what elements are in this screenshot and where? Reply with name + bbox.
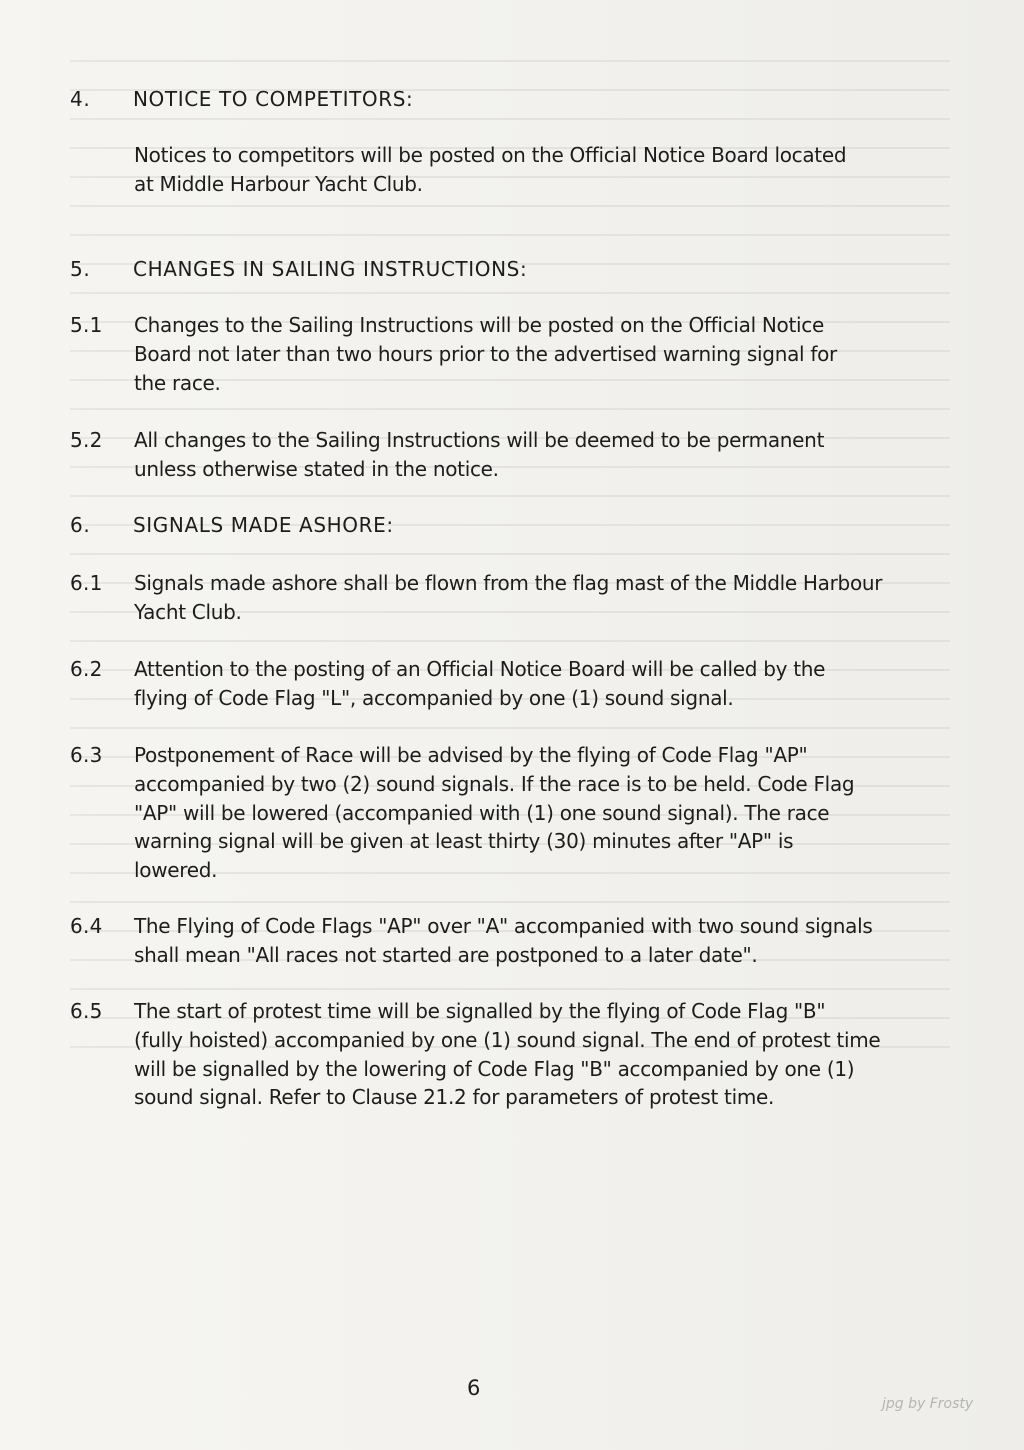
page-number: 6 xyxy=(467,1376,481,1400)
clause-6-2-text: Attention to the posting of an Official Notice Board will be called by the flying of Code Flag "L", accompanied by one (1) sound signal. xyxy=(134,657,826,710)
clause-5-1-number: 5.1 xyxy=(70,313,103,337)
section-4-heading xyxy=(70,87,413,111)
clause-6-5-number: 6.5 xyxy=(70,999,103,1023)
scan-credit: jpg by Frosty xyxy=(882,1396,974,1412)
section-title: SIGNALS MADE ASHORE: xyxy=(133,513,394,537)
section-4-text: Notices to competitors will be posted on the Official Notice Board located at Middle Harbour Yacht Club. xyxy=(134,143,847,196)
section-number: 6. xyxy=(70,513,91,537)
clause-5-2-text: All changes to the Sailing Instructions will be deemed to be permanent unless otherwise stated in the notice. xyxy=(134,428,825,481)
clause-6-3-number: 6.3 xyxy=(70,743,103,767)
section-5-heading xyxy=(70,257,527,281)
section-title: NOTICE TO COMPETITORS: xyxy=(133,87,414,111)
clause-6-4-text: The Flying of Code Flags "AP" over "A" accompanied with two sound signals shall mean "All races not started are postponed to a later date". xyxy=(134,914,873,967)
clause-6-4-number: 6.4 xyxy=(70,914,103,938)
clause-6-5-text: The start of protest time will be signalled by the flying of Code Flag "B" (fully hoisted) accompanied by one (1) sound signal. The end of protest time will be signalled by the lowering of Code Flag "B" accompanied by one (1) sound signal. Refer to Clause 21.2 for parameters of protest time. xyxy=(134,999,881,1110)
clause-5-1-text: Changes to the Sailing Instructions will be posted on the Official Notice Board not later than two hours prior to the advertised warning signal for the race. xyxy=(134,313,837,395)
clause-6-1-number: 6.1 xyxy=(70,571,103,595)
clause-5-2-number: 5.2 xyxy=(70,428,103,452)
clause-6-1-text: Signals made ashore shall be flown from the flag mast of the Middle Harbour Yacht Club. xyxy=(134,571,883,624)
section-number: 5. xyxy=(70,257,91,281)
section-6-heading xyxy=(70,513,394,537)
section-number: 4. xyxy=(70,87,91,111)
section-title: CHANGES IN SAILING INSTRUCTIONS: xyxy=(133,257,528,281)
clause-6-2-number: 6.2 xyxy=(70,657,103,681)
clause-6-3-text: Postponement of Race will be advised by the flying of Code Flag "AP" accompanied by two (2) sound signals. If the race is to be held. Code Flag "AP" will be lowered (accompanied with (1) one sound signal). The race warning signal will be given at least thirty (30) minutes after "AP" is lowered. xyxy=(134,743,855,883)
